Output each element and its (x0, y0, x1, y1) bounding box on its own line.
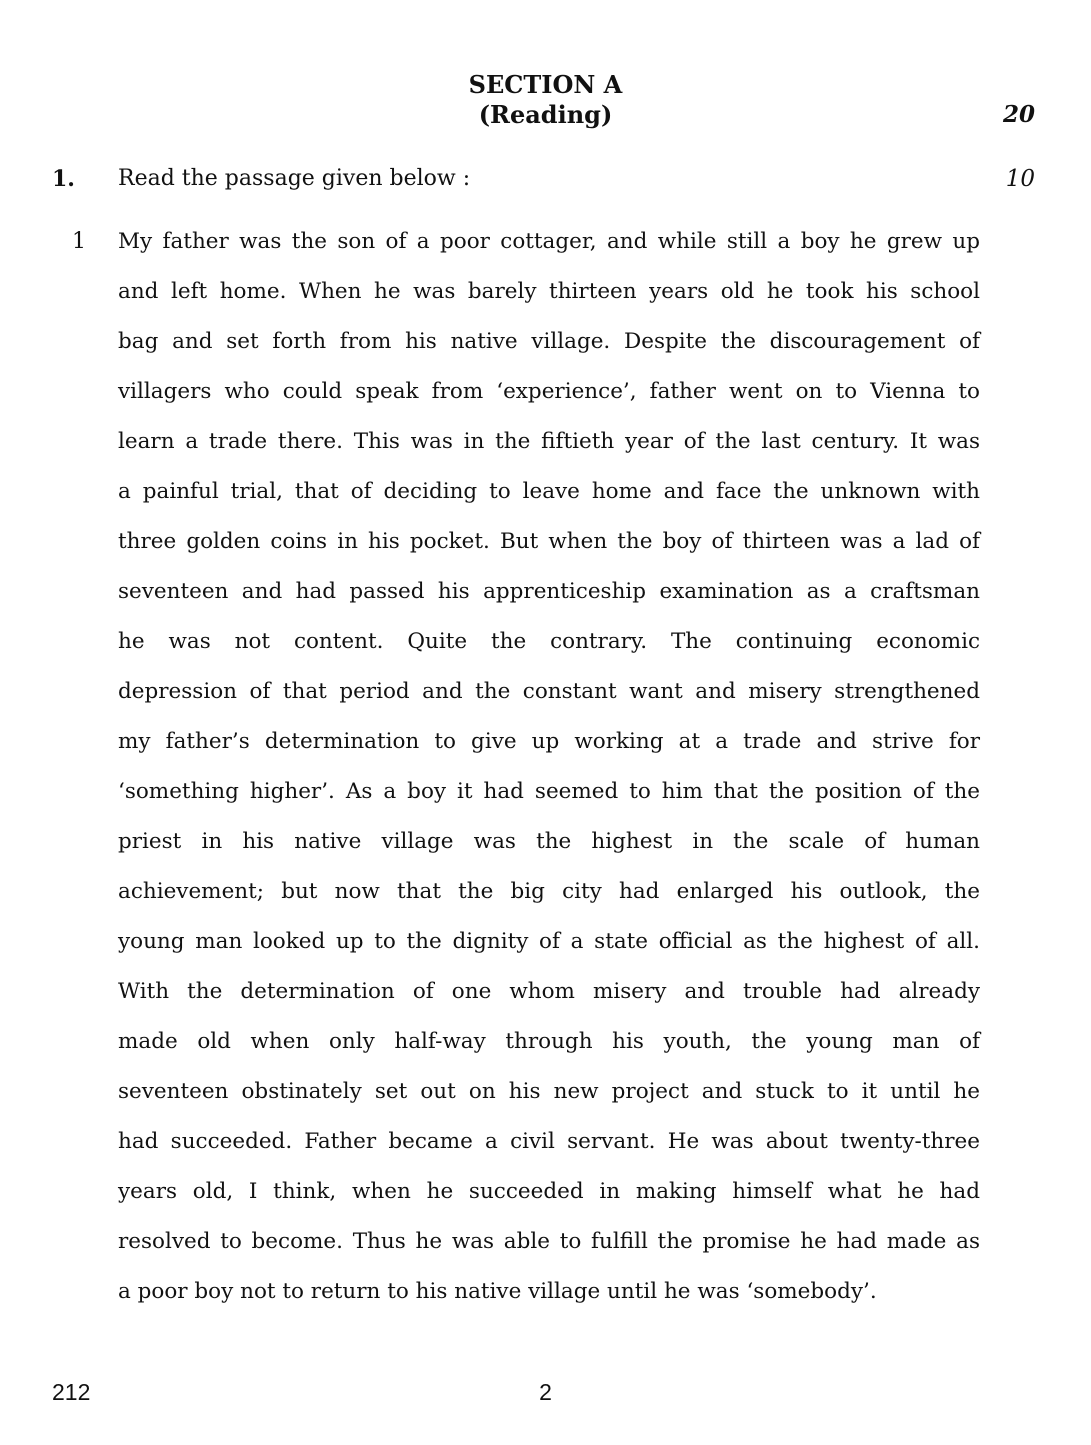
passage-line: my father’s determination to give up working at a trade and strive for (118, 729, 980, 754)
passage-line: bag and set forth from his native village. Despite the discouragement of (118, 329, 980, 354)
passage-line: priest in his native village was the highest in the scale of human (118, 829, 980, 854)
question-instruction: Read the passage given below : (118, 166, 471, 191)
passage-line: villagers who could speak from ‘experience’, father went on to Vienna to (118, 379, 980, 404)
passage-line: and left home. When he was barely thirteen years old he took his school (118, 279, 980, 304)
paper-code: 212 (52, 1379, 91, 1405)
page-number: 2 (539, 1379, 552, 1405)
passage-line: three golden coins in his pocket. But when the boy of thirteen was a lad of (118, 529, 980, 554)
reading-passage (118, 227, 980, 1327)
passage-line: a painful trial, that of deciding to leave home and face the unknown with (118, 479, 980, 504)
passage-line: learn a trade there. This was in the fiftieth year of the last century. It was (118, 429, 980, 454)
passage-line: he was not content. Quite the contrary. The continuing economic (118, 629, 980, 654)
section-subtitle: (Reading) (478, 100, 613, 129)
passage-line: had succeeded. Father became a civil servant. He was about twenty-three (118, 1129, 980, 1154)
paragraph-number: 1 (72, 229, 86, 254)
section-title: SECTION A (468, 70, 623, 99)
passage-line: achievement; but now that the big city had enlarged his outlook, the (118, 879, 980, 904)
passage-line: seventeen and had passed his apprenticeship examination as a craftsman (118, 579, 980, 604)
section-heading (0, 70, 1091, 130)
passage-line: depression of that period and the constant want and misery strengthened (118, 679, 980, 704)
question-marks: 10 (1005, 166, 1035, 192)
passage-line: resolved to become. Thus he was able to fulfill the promise he had made as (118, 1229, 980, 1254)
passage-line: young man looked up to the dignity of a state official as the highest of all. (118, 929, 980, 954)
section-total-marks: 20 (1002, 101, 1035, 128)
passage-line: My father was the son of a poor cottager, and while still a boy he grew up (118, 229, 980, 254)
passage-line: a poor boy not to return to his native village until he was ‘somebody’. (118, 1279, 877, 1304)
passage-line: made old when only half-way through his youth, the young man of (118, 1029, 980, 1054)
passage-line: seventeen obstinately set out on his new project and stuck to it until he (118, 1079, 980, 1104)
passage-line: With the determination of one whom misery and trouble had already (118, 979, 980, 1004)
passage-line: ‘something higher’. As a boy it had seemed to him that the position of the (118, 779, 980, 804)
passage-line: years old, I think, when he succeeded in making himself what he had (118, 1179, 980, 1204)
question-number: 1. (52, 166, 75, 192)
